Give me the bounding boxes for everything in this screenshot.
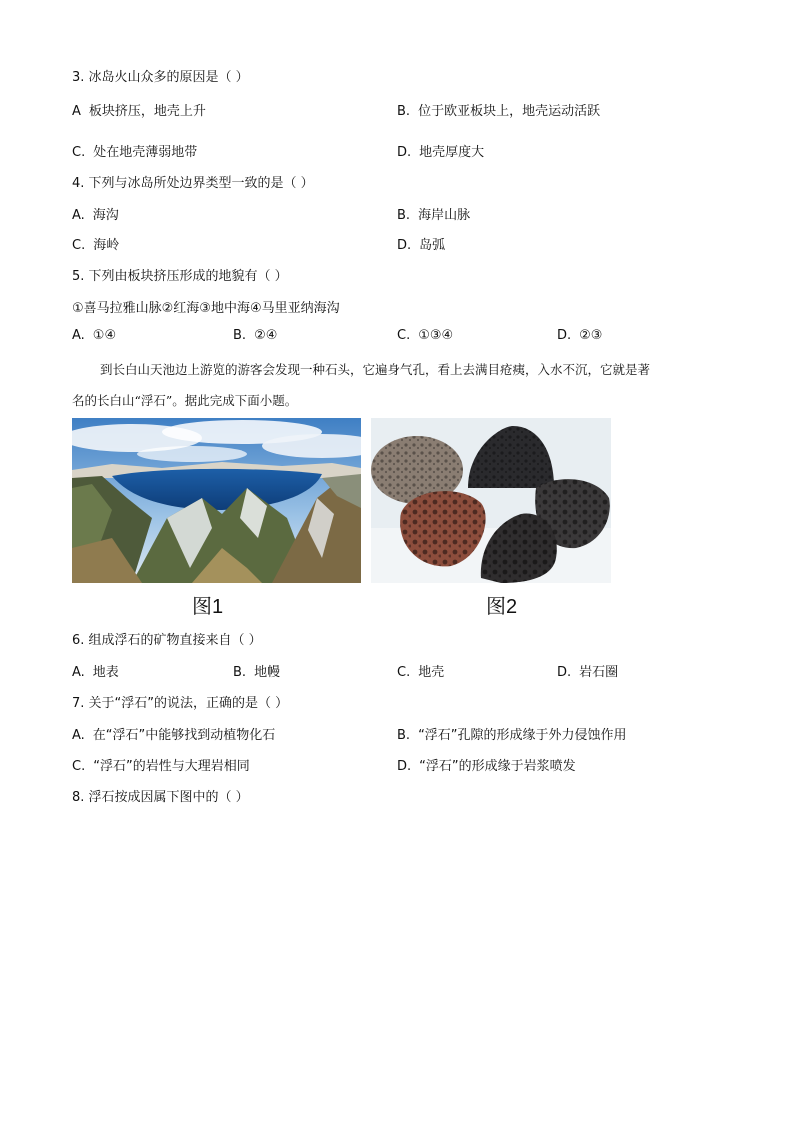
option-key: A. — [72, 328, 85, 343]
question-5-items: ①喜马拉雅山脉②红海③地中海④马里亚纳海沟 — [72, 301, 340, 316]
option-key: D. — [397, 759, 412, 774]
option-text: 位于欧亚板块上，地壳运动活跃 — [418, 104, 601, 119]
option-text: ①③④ — [418, 328, 454, 343]
option-key: C. — [397, 328, 411, 343]
option-key: B. — [397, 208, 411, 223]
option-text: “浮石”的岩性与大理岩相同 — [93, 759, 250, 774]
q6-option-a[interactable] — [72, 661, 119, 680]
option-text: 地壳 — [418, 665, 445, 680]
option-text: ①④ — [92, 328, 117, 343]
figure-2-pumice-photo — [371, 418, 611, 583]
option-key: D. — [557, 328, 572, 343]
option-text: 处在地壳薄弱地带 — [93, 145, 198, 160]
q3-option-a[interactable] — [72, 100, 206, 119]
passage-line-1: 到长白山天池边上游览的游客会发现一种石头，它遍身气孔，看上去满目疮痍，入水不沉，它就是著 — [100, 362, 651, 377]
question-4-stem: 4. 下列与冰岛所处边界类型一致的是（ ） — [72, 176, 314, 191]
option-key: C. — [72, 238, 86, 253]
option-key: B. — [397, 728, 411, 743]
option-text: 岩石圈 — [579, 665, 619, 680]
question-8-stem: 8. 浮石按成因属下图中的（ ） — [72, 790, 249, 805]
option-key: C. — [397, 665, 411, 680]
q7-option-a[interactable] — [72, 724, 275, 743]
question-3-stem: 3. 冰岛火山众多的原因是（ ） — [72, 70, 249, 85]
option-key: D. — [557, 665, 572, 680]
option-text: 板块挤压，地壳上升 — [88, 104, 206, 119]
q3-option-d[interactable] — [397, 141, 484, 160]
option-key: A — [72, 104, 81, 119]
figure-2-caption: 图2 — [486, 596, 518, 618]
option-key: D. — [397, 238, 412, 253]
option-key: B. — [397, 104, 411, 119]
q5-option-d[interactable] — [557, 328, 602, 343]
q7-option-c[interactable] — [72, 755, 250, 774]
option-text: 地表 — [92, 665, 119, 680]
q3-option-c[interactable] — [72, 141, 197, 160]
option-key: D. — [397, 145, 412, 160]
q6-option-b[interactable] — [233, 661, 280, 680]
option-key: C. — [72, 759, 86, 774]
option-key: B. — [233, 328, 247, 343]
option-key: A. — [72, 728, 85, 743]
q5-option-a[interactable] — [72, 328, 116, 343]
question-5-stem: 5. 下列由板块挤压形成的地貌有（ ） — [72, 269, 288, 284]
option-text: “浮石”孔隙的形成缘于外力侵蚀作用 — [418, 728, 627, 743]
q7-option-d[interactable] — [397, 755, 576, 774]
q7-option-b[interactable] — [397, 724, 627, 743]
option-text: 地幔 — [254, 665, 281, 680]
q4-option-c[interactable] — [72, 234, 119, 253]
tianchi-landscape-illustration — [72, 418, 361, 583]
q6-option-d[interactable] — [557, 661, 618, 680]
option-text: “浮石”的形成缘于岩浆喷发 — [419, 759, 576, 774]
option-text: 岛弧 — [419, 238, 446, 253]
option-key: C. — [72, 145, 86, 160]
option-text: 在“浮石”中能够找到动植物化石 — [92, 728, 276, 743]
option-text: 海岭 — [93, 238, 120, 253]
option-text: ②④ — [254, 328, 278, 343]
q6-option-c[interactable] — [397, 661, 444, 680]
figure-1-tianchi-photo — [72, 418, 361, 583]
option-text: 海岸山脉 — [418, 208, 471, 223]
option-key: B. — [233, 665, 247, 680]
pumice-stones-illustration — [371, 418, 611, 583]
q4-option-b[interactable] — [397, 204, 470, 223]
figure-1-caption: 图1 — [192, 596, 224, 618]
option-text: 海沟 — [92, 208, 119, 223]
q4-option-a[interactable] — [72, 204, 119, 223]
option-text: ②③ — [579, 328, 603, 343]
passage-line-2: 名的长白山“浮石”。据此完成下面小题。 — [72, 393, 298, 408]
question-7-stem: 7. 关于“浮石”的说法，正确的是（ ） — [72, 696, 289, 711]
q3-option-b[interactable] — [397, 100, 600, 119]
q4-option-d[interactable] — [397, 234, 445, 253]
q5-option-c[interactable] — [397, 328, 453, 343]
option-key: A. — [72, 208, 85, 223]
question-6-stem: 6. 组成浮石的矿物直接来自（ ） — [72, 633, 262, 648]
option-text: 地壳厚度大 — [419, 145, 485, 160]
option-key: A. — [72, 665, 85, 680]
q5-option-b[interactable] — [233, 328, 277, 343]
